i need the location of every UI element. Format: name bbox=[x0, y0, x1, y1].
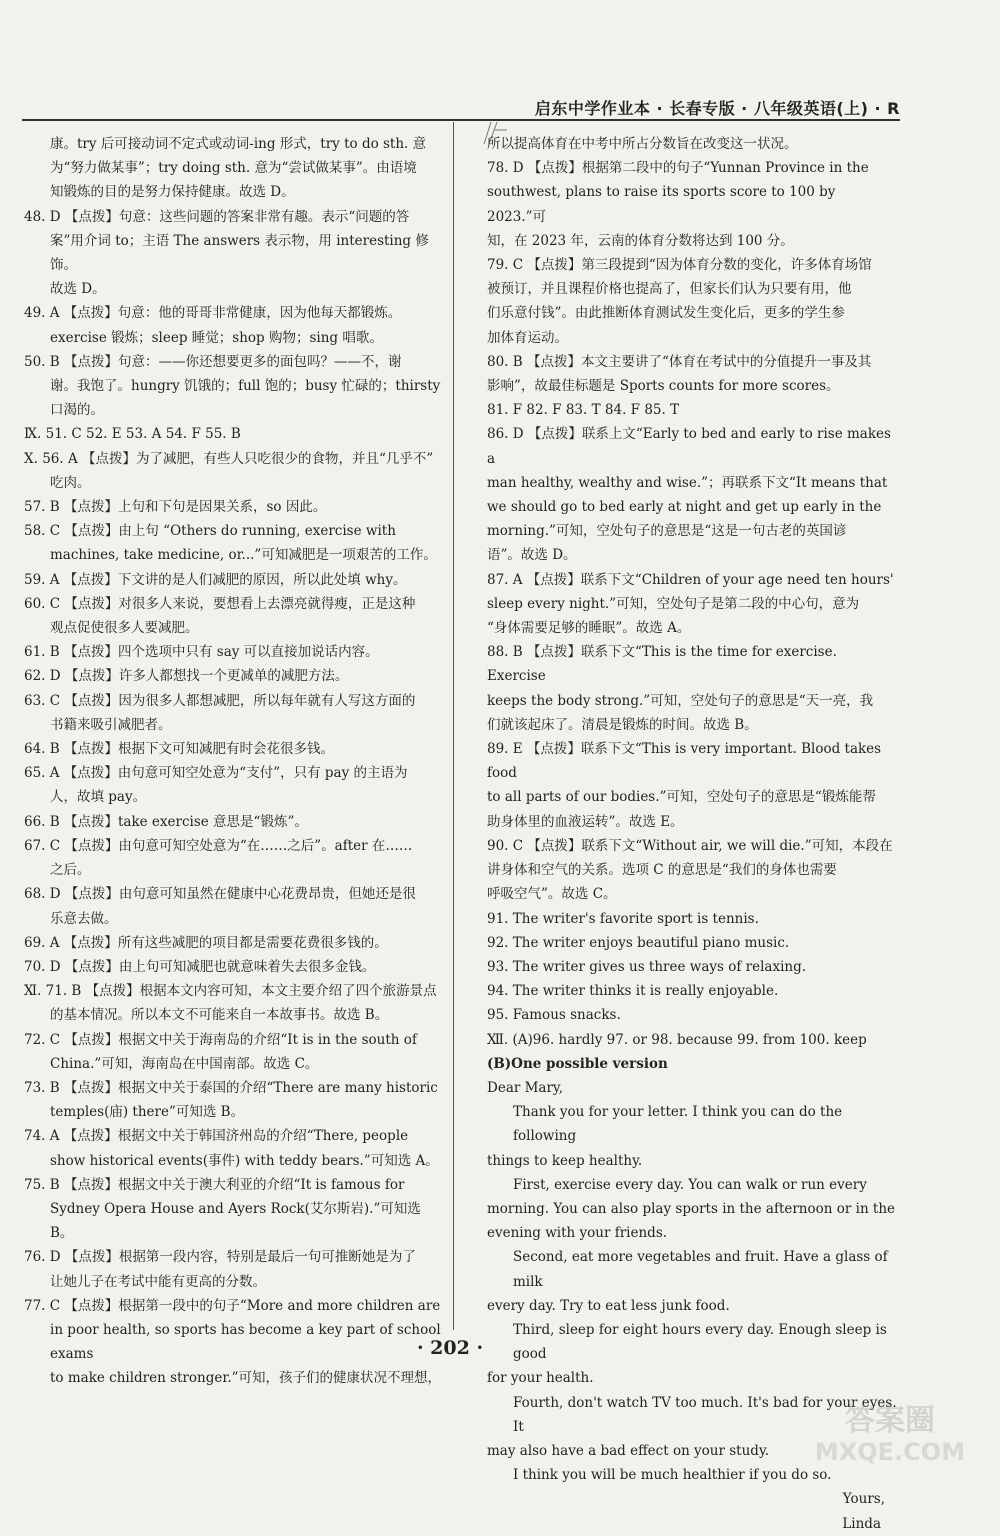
answer-item-87: 87. A 【点拨】联系下文“Children of your age need ten hours' bbox=[487, 571, 894, 588]
text-line: man healthy, wealthy and wise.”；再联系下文“It means that bbox=[487, 474, 888, 491]
text-line: 吃肉。 bbox=[50, 474, 91, 491]
text-line: sleep every night.”可知，空处句子是第二段的中心句，意为 bbox=[487, 595, 860, 612]
text-line: every day. Try to eat less junk food. bbox=[487, 1297, 730, 1314]
text-line: 知，在 2023 年，云南的体育分数将达到 100 分。 bbox=[487, 232, 794, 249]
answer-item-92: 92. The writer enjoys beautiful piano music. bbox=[487, 934, 790, 951]
essay-heading: (B)One possible version bbox=[487, 1055, 668, 1072]
watermark-logo bbox=[790, 1400, 990, 1466]
answer-item-66: 66. B 【点拨】take exercise 意思是“锻炼”。 bbox=[24, 813, 308, 830]
answer-item-71: Ⅺ. 71. B 【点拨】根据本文内容可知，本文主要介绍了四个旅游景点 bbox=[24, 983, 437, 1000]
text-line: 语”。故选 D。 bbox=[487, 547, 577, 564]
text-line: for your health. bbox=[487, 1370, 594, 1387]
answer-item-93: 93. The writer gives us three ways of relaxing. bbox=[487, 958, 807, 975]
text-line: 被预订，并且课程价格也提高了，但家长们认为只要有用，他 bbox=[487, 281, 852, 298]
text-line: 书籍来吸引减肥者。 bbox=[50, 716, 172, 733]
watermark-en: MXQE.COM bbox=[814, 1438, 966, 1466]
answer-item-62: 62. D 【点拨】许多人都想找一个更减单的减肥方法。 bbox=[24, 668, 349, 685]
answer-item-50: 50. B 【点拨】句意：——你还想要更多的面包吗？——不，谢 bbox=[24, 353, 402, 370]
text-line: 之后。 bbox=[50, 862, 91, 879]
text-line: we should go to bed early at night and get up early in the bbox=[487, 499, 882, 516]
answer-item-49: 49. A 【点拨】句意：他的哥哥非常健康，因为他每天都锻炼。 bbox=[24, 305, 402, 322]
text-line: exercise 锻炼；sleep 睡觉；shop 购物；sing 唱歌。 bbox=[50, 329, 383, 346]
text-line: in poor health, so sports has become a key part of school exams bbox=[50, 1321, 441, 1363]
text-line: 知锻炼的目的是努力保持健康。故选 D。 bbox=[50, 184, 295, 201]
answer-item-72: 72. C 【点拨】根据文中关于海南岛的介绍“It is in the south of bbox=[24, 1031, 417, 1048]
answer-item-91: 91. The writer's favorite sport is tennis. bbox=[487, 910, 759, 927]
watermark-cn: 答案圈 bbox=[845, 1403, 935, 1438]
column-divider bbox=[453, 122, 454, 1330]
answer-item-77: 77. C 【点拨】根据第一段中的句子“More and more children are bbox=[24, 1297, 441, 1314]
text-line: morning.”可知，空处句子的意思是“这是一句古老的英国谚 bbox=[487, 523, 847, 540]
answer-item-95: 95. Famous snacks. bbox=[487, 1007, 621, 1024]
text-line: 加体育运动。 bbox=[487, 329, 568, 346]
text-line: keeps the body strong.”可知，空处句子的意思是“天一亮，我 bbox=[487, 692, 874, 709]
answer-item-88: 88. B 【点拨】联系下文“This is the time for exercise. Exercise bbox=[487, 644, 837, 685]
page-number: · 202 · bbox=[416, 1337, 484, 1359]
running-header: 启东中学作业本 · 长春专版 · 八年级英语(上) · R bbox=[534, 99, 900, 118]
text-line: 谢。我饱了。hungry 饥饿的；full 饱的；busy 忙碌的；thirsty bbox=[50, 378, 441, 395]
answers-81-85: 81. F 82. F 83. T 84. F 85. T bbox=[487, 402, 680, 419]
answer-item-65: 65. A 【点拨】由句意可知空处意为“支付”，只有 pay 的主语为 bbox=[24, 765, 408, 782]
text-line: 影响”，故最佳标题是 Sports counts for more scores。 bbox=[487, 378, 840, 395]
answer-item-59: 59. A 【点拨】下文讲的是人们减肥的原因，所以此处填 why。 bbox=[24, 571, 407, 588]
text-line: 的基本情况。所以本文不可能来自一本故事书。故选 B。 bbox=[50, 1007, 389, 1024]
letter-paragraph: First, exercise every day. You can walk or run every bbox=[513, 1176, 867, 1193]
text-line: morning. You can also play sports in the afternoon or in the bbox=[487, 1200, 896, 1217]
letter-paragraph: Fourth, don't watch TV too much. It's bad for your eyes. It bbox=[513, 1394, 897, 1435]
section-xii-answers: Ⅻ. (A)96. hardly 97. or 98. because 99. from 100. keep bbox=[487, 1031, 867, 1048]
text-line: 助身体里的血液运转”。故选 E。 bbox=[487, 813, 684, 830]
letter-paragraph: Thank you for your letter. I think you can do the following bbox=[513, 1104, 843, 1145]
text-line: 案”用介词 to；主语 The answers 表示物，用 interesting 修饰。 bbox=[50, 232, 429, 274]
answer-item-94: 94. The writer thinks it is really enjoyable. bbox=[487, 983, 779, 1000]
letter-paragraph: Third, sleep for eight hours every day. Enough sleep is good bbox=[513, 1321, 887, 1363]
text-line: things to keep healthy. bbox=[487, 1152, 643, 1169]
text-line: 们乐意付钱”。由此推断体育测试发生变化后，更多的学生参 bbox=[487, 305, 845, 322]
text-line: 让她儿子在考试中能有更高的分数。 bbox=[50, 1273, 266, 1290]
text-line: 讲身体和空气的关系。选项 C 的意思是“我们的身体也需要 bbox=[487, 862, 837, 879]
section-ix-answers: Ⅸ. 51. C 52. E 53. A 54. F 55. B bbox=[24, 426, 241, 443]
right-column bbox=[487, 132, 897, 1536]
answer-item-70: 70. D 【点拨】由上句可知减肥也就意味着失去很多金钱。 bbox=[24, 958, 376, 975]
answer-item-78: 78. D 【点拨】根据第二段中的句子“Yunnan Province in the bbox=[487, 160, 869, 177]
answer-item-76: 76. D 【点拨】根据第一段内容，特别是最后一句可推断她是为了 bbox=[24, 1249, 416, 1266]
left-column bbox=[24, 132, 444, 1391]
text-line: China.”可知，海南岛在中国南部。故选 C。 bbox=[50, 1055, 319, 1072]
text-line: 口渴的。 bbox=[50, 402, 104, 419]
answer-item-80: 80. B 【点拨】本文主要讲了“体育在考试中的分值提升一事及其 bbox=[487, 353, 872, 370]
text-line: southwest, plans to raise its sports score to 100 by 2023.”可 bbox=[487, 184, 836, 225]
answer-item-75: 75. B 【点拨】根据文中关于澳大利亚的介绍“It is famous for bbox=[24, 1176, 405, 1193]
text-line: 康。try 后可接动词不定式或动词-ing 形式，try to do sth. 意 bbox=[50, 136, 427, 152]
answer-item-63: 63. C 【点拨】因为很多人都想减肥，所以每年就有人写这方面的 bbox=[24, 692, 416, 709]
text-line: 们就该起床了。清晨是锻炼的时间。故选 B。 bbox=[487, 716, 758, 733]
answer-item-86: 86. D 【点拨】联系上文“Early to bed and early to rise makes a bbox=[487, 426, 891, 467]
letter-signature: Linda bbox=[842, 1515, 881, 1532]
answer-item-68: 68. D 【点拨】由句意可知虽然在健康中心花费昂贵，但她还是很 bbox=[24, 886, 416, 903]
letter-salutation: Dear Mary, bbox=[487, 1079, 564, 1096]
text-line: machines, take medicine, or...”可知减肥是一项艰苦的工作。 bbox=[50, 547, 437, 564]
answer-item-61: 61. B 【点拨】四个选项中只有 say 可以直接加说话内容。 bbox=[24, 644, 379, 661]
text-line: may also have a bad effect on your study. bbox=[487, 1442, 770, 1459]
text-line: Sydney Opera House and Ayers Rock(艾尔斯岩).”可知选 B。 bbox=[50, 1200, 421, 1242]
text-line: show historical events(事件) with teddy bears.”可知选 A。 bbox=[50, 1152, 439, 1169]
text-line: 乐意去做。 bbox=[50, 910, 118, 927]
text-line: temples(庙) there”可知选 B。 bbox=[50, 1104, 245, 1121]
letter-paragraph: I think you will be much healthier if you do so. bbox=[513, 1467, 832, 1484]
text-line: 故选 D。 bbox=[50, 281, 106, 298]
answer-item-67: 67. C 【点拨】由句意可知空处意为“在……之后”。after 在…… bbox=[24, 837, 413, 854]
answer-item-64: 64. B 【点拨】根据下文可知减肥有时会花很多钱。 bbox=[24, 741, 334, 758]
answer-item-74: 74. A 【点拨】根据文中关于韩国济州岛的介绍“There, people bbox=[24, 1128, 409, 1145]
answer-item-48: 48. D 【点拨】句意：这些问题的答案非常有趣。表示“问题的答 bbox=[24, 208, 410, 225]
header-rule bbox=[22, 119, 900, 121]
text-line: evening with your friends. bbox=[487, 1225, 668, 1242]
answer-item-60: 60. C 【点拨】对很多人来说，要想看上去漂亮就得瘦，正是这种 bbox=[24, 595, 416, 612]
text-line: 观点促使很多人要减肥。 bbox=[50, 620, 199, 637]
answer-item-57: 57. B 【点拨】上句和下句是因果关系，so 因此。 bbox=[24, 499, 327, 516]
text-line: to all parts of our bodies.”可知，空处句子的意思是“锻炼能帮 bbox=[487, 789, 876, 806]
answer-item-58: 58. C 【点拨】由上句 “Others do running, exercise with bbox=[24, 523, 396, 540]
answer-item-79: 79. C 【点拨】第三段提到“因为体育分数的变化，许多体育场馆 bbox=[487, 257, 872, 274]
letter-paragraph: Second, eat more vegetables and fruit. Have a glass of milk bbox=[513, 1249, 888, 1290]
text-line: “身体需要足够的睡眠”。故选 A。 bbox=[487, 620, 691, 637]
text-line: 人，故填 pay。 bbox=[50, 789, 147, 806]
text-line: 所以提高体育在中考中所占分数旨在改变这一状况。 bbox=[487, 136, 798, 152]
text-line: 呼吸空气”。故选 C。 bbox=[487, 886, 617, 903]
answer-item-90: 90. C 【点拨】联系下文“Without air, we will die.”可知，本段在 bbox=[487, 837, 893, 854]
answer-item-73: 73. B 【点拨】根据文中关于泰国的介绍“There are many historic bbox=[24, 1079, 438, 1096]
letter-closing: Yours, bbox=[842, 1491, 885, 1508]
answer-item-89: 89. E 【点拨】联系下文“This is very important. Blood takes food bbox=[487, 741, 882, 782]
text-line: to make children stronger.”可知，孩子们的健康状况不理想， bbox=[50, 1370, 442, 1387]
text-line: 为“努力做某事”；try doing sth. 意为“尝试做某事”。由语境 bbox=[50, 160, 417, 177]
answer-item-56: Ⅹ. 56. A 【点拨】为了减肥，有些人只吃很少的食物，并且“几乎不” bbox=[24, 450, 434, 467]
answer-item-69: 69. A 【点拨】所有这些减肥的项目都是需要花费很多钱的。 bbox=[24, 934, 388, 951]
